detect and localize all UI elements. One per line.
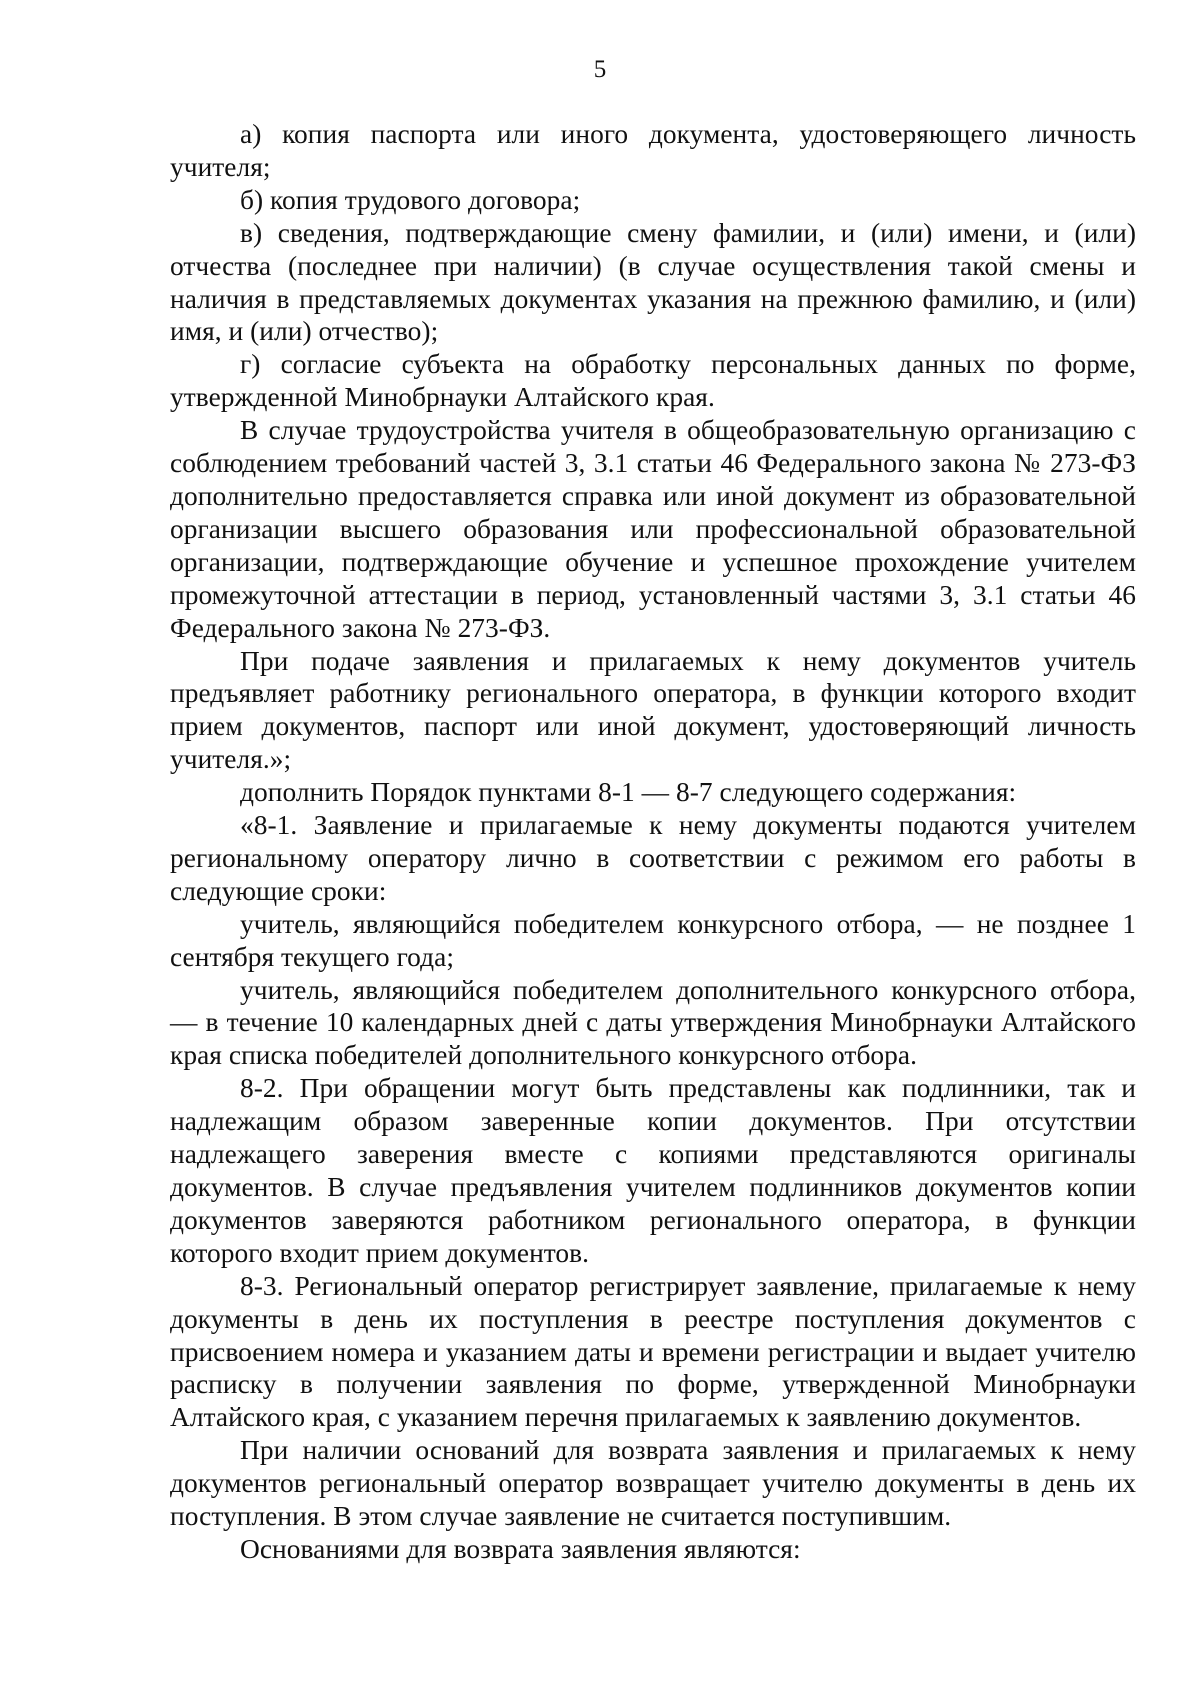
paragraph-clause-8-3: 8-3. Региональный оператор регистрирует заявление, прилагаемые к нему документы в день их поступления в реестре поступления документов с присвоением номера и указанием даты и времени регистрации и выдает учителю расписку в получении заявления по форме, утвержденной Минобрнауки Алтайского края, с указанием перечня прилагаемых к заявлению документов.	[170, 1270, 1136, 1433]
paragraph-return-grounds: При наличии оснований для возврата заявления и прилагаемых к нему документов региональный оператор возвращает учителю документы в день их поступления. В этом случае заявление не считается поступившим.	[170, 1435, 1136, 1532]
paragraph-clause-8-2: 8-2. При обращении могут быть представлены как подлинники, так и надлежащим образом заверенные копии документов. При отсутствии надлежащего заверения вместе с копиями представляются оригиналы документов. В случае предъявления учителем подлинников документов копии документов заверяются работником регионального оператора, в функции которого входит прием документов.	[170, 1073, 1136, 1268]
paragraph-item-a: а) копия паспорта или иного документа, удостоверяющего личность учителя;	[170, 119, 1136, 182]
document-body	[170, 118, 1136, 1566]
paragraph-document-submission: При подаче заявления и прилагаемых к нему документов учитель предъявляет работнику регионального оператора, в функции которого входит прием документов, паспорт или иной документ, удостоверяющий личность учителя.»;	[170, 645, 1136, 775]
paragraph-clause-8-1: «8-1. Заявление и прилагаемые к нему документы подаются учителем региональному оператору лично в соответствии с режимом его работы в следующие сроки:	[170, 810, 1136, 906]
paragraph-item-v: в) сведения, подтверждающие смену фамилии, и (или) имени, и (или) отчества (последнее при наличии) (в случае осуществления такой смены и наличия в представляемых документах указания на прежнюю фамилию, и (или) имя, и (или) отчество);	[170, 217, 1136, 347]
paragraph-employment-case: В случае трудоустройства учителя в общеобразовательную организацию с соблюдением требований частей 3, 3.1 статьи 46 Федерального закона № 273-ФЗ дополнительно предоставляется справка или иной документ из образовательной организации высшего образования или профессиональной образовательной организации, подтверждающие обучение и успешное прохождение учителем промежуточной аттестации в период, установленный частями 3, 3.1 статьи 46 Федерального закона № 273-ФЗ.	[170, 415, 1136, 643]
page-number: 5	[593, 56, 607, 83]
paragraph-item-g: г) согласие субъекта на обработку персональных данных по форме, утвержденной Минобрнауки Алтайского края.	[170, 349, 1136, 413]
paragraph-winner-deadline: учитель, являющийся победителем конкурсного отбора, — не позднее 1 сентября текущего года;	[170, 908, 1136, 972]
paragraph-return-reasons-intro: Основаниями для возврата заявления являются:	[240, 1533, 801, 1564]
paragraph-item-b: б) копия трудового договора;	[240, 184, 581, 215]
paragraph-additional-winner-deadline: учитель, являющийся победителем дополнительного конкурсного отбора, — в течение 10 календарных дней с даты утверждения Минобрнауки Алтайского края списка победителей дополнительного конкурсного отбора.	[170, 974, 1136, 1071]
paragraph-amendment-intro: дополнить Порядок пунктами 8-1 — 8-7 следующего содержания:	[240, 777, 1017, 808]
